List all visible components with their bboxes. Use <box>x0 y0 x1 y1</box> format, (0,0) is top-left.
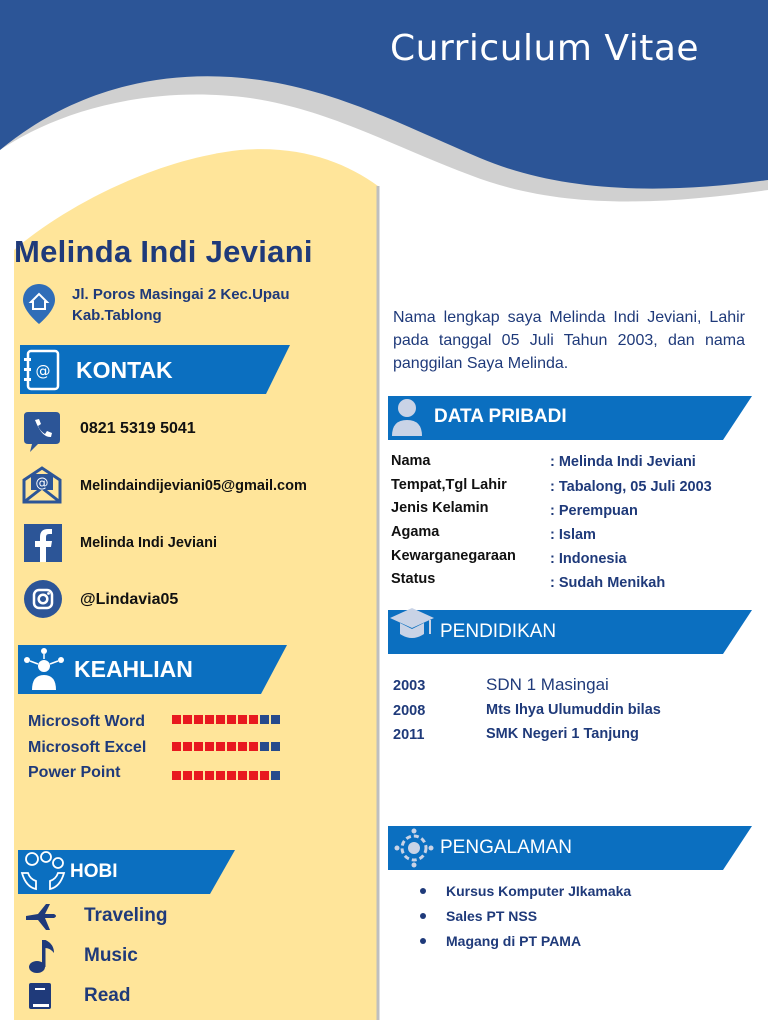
skill-square-empty <box>271 715 280 724</box>
skill-square-filled <box>194 715 203 724</box>
skill-square-filled <box>238 771 247 780</box>
hobby-hands-icon <box>20 851 66 893</box>
skill-square-filled <box>216 742 225 751</box>
experience-item: Magang di PT PAMA <box>446 933 582 949</box>
skill-square-filled <box>238 715 247 724</box>
svg-text:@: @ <box>35 476 49 491</box>
skill-square-filled <box>238 742 247 751</box>
hobi-heading: HOBI <box>70 861 118 882</box>
edu-school: SMK Negeri 1 Tanjung <box>486 726 639 742</box>
airplane-icon <box>24 902 58 934</box>
location-pin-icon <box>22 283 56 325</box>
contact-email[interactable]: Melindaindijeviani05@gmail.com <box>80 478 307 494</box>
skill-square-filled <box>183 715 192 724</box>
page-title: Curriculum Vitae <box>390 28 700 69</box>
skill-square-filled <box>205 771 214 780</box>
skill-square-filled <box>249 715 258 724</box>
info-label: Agama <box>391 524 440 540</box>
skill-level-bar <box>172 715 280 724</box>
profile-name: Melinda Indi Jeviani <box>14 234 313 269</box>
info-value: : Tabalong, 05 Juli 2003 <box>550 479 712 495</box>
skill-square-empty <box>271 742 280 751</box>
hobby-item: Music <box>84 945 138 966</box>
info-value: : Islam <box>550 527 596 543</box>
keahlian-heading: KEAHLIAN <box>74 656 193 682</box>
data-pribadi-heading: DATA PRIBADI <box>434 406 567 427</box>
hobby-item: Read <box>84 985 131 1006</box>
edu-year: 2003 <box>393 678 426 694</box>
info-label: Status <box>391 571 436 587</box>
bullet-icon <box>420 888 426 894</box>
contact-facebook[interactable]: Melinda Indi Jeviani <box>80 535 217 551</box>
facebook-icon <box>24 524 62 562</box>
info-value: : Perempuan <box>550 503 638 519</box>
skill-square-filled <box>194 771 203 780</box>
skill-square-filled <box>227 771 236 780</box>
bullet-icon <box>420 938 426 944</box>
skill-square-filled <box>249 771 258 780</box>
profile-address: Jl. Poros Masingai 2 Kec.Upau Kab.Tablong <box>72 286 290 324</box>
intro-paragraph: Nama lengkap saya Melinda Indi Jeviani, Lahir pada tanggal 05 Juli Tahun 2003, dan nama panggilan Saya Melinda. <box>393 309 745 372</box>
skill-square-filled <box>227 742 236 751</box>
skills-network-icon <box>22 648 66 692</box>
skill-square-filled <box>249 742 258 751</box>
bullet-icon <box>420 913 426 919</box>
skill-square-filled <box>172 742 181 751</box>
skill-square-filled <box>260 771 269 780</box>
skill-square-filled <box>205 742 214 751</box>
kontak-heading: KONTAK <box>76 357 173 383</box>
info-value: : Sudah Menikah <box>550 575 666 591</box>
instagram-icon <box>24 580 62 618</box>
contact-book-icon <box>22 349 62 391</box>
skill-square-empty <box>260 742 269 751</box>
svg-text:@: @ <box>35 362 51 380</box>
edu-school: Mts Ihya Ulumuddin bilas <box>486 702 661 718</box>
info-value: : Indonesia <box>550 551 627 567</box>
edu-year: 2011 <box>393 727 425 743</box>
skill-square-filled <box>216 771 225 780</box>
graduation-cap-icon <box>388 604 436 646</box>
skill-square-empty <box>260 715 269 724</box>
pendidikan-heading: PENDIDIKAN <box>440 621 557 642</box>
skill-square-filled <box>205 715 214 724</box>
book-icon <box>28 982 52 1010</box>
skill-square-filled <box>227 715 236 724</box>
skill-square-filled <box>183 771 192 780</box>
email-icon <box>22 466 62 504</box>
skill-level-bar <box>172 742 280 751</box>
experience-item: Sales PT NSS <box>446 908 538 924</box>
edu-school: SDN 1 Masingai <box>486 675 609 694</box>
skill-square-filled <box>216 715 225 724</box>
pengalaman-heading: PENGALAMAN <box>440 837 572 858</box>
music-note-icon <box>28 938 58 974</box>
skill-square-filled <box>183 742 192 751</box>
skill-label: Microsoft Excel <box>28 739 147 756</box>
hobby-item: Traveling <box>84 905 168 926</box>
network-gear-icon <box>394 828 434 868</box>
skill-square-filled <box>172 715 181 724</box>
contact-instagram[interactable]: @Lindavia05 <box>80 591 179 608</box>
person-icon <box>390 398 424 438</box>
phone-icon <box>22 410 62 454</box>
skill-label: Power Point <box>28 764 121 781</box>
skill-level-bar <box>172 771 280 780</box>
contact-phone[interactable]: 0821 5319 5041 <box>80 420 196 437</box>
experience-item: Kursus Komputer JIkamaka <box>446 883 632 899</box>
info-label: Nama <box>391 453 431 469</box>
edu-year: 2008 <box>393 703 426 719</box>
info-label: Kewarganegaraan <box>391 548 516 564</box>
skill-label: Microsoft Word <box>28 713 146 730</box>
skill-square-empty <box>271 771 280 780</box>
skill-square-filled <box>172 771 181 780</box>
skill-square-filled <box>194 742 203 751</box>
info-label: Tempat,Tgl Lahir <box>391 477 507 493</box>
info-value: : Melinda Indi Jeviani <box>550 454 696 470</box>
info-label: Jenis Kelamin <box>391 500 489 516</box>
